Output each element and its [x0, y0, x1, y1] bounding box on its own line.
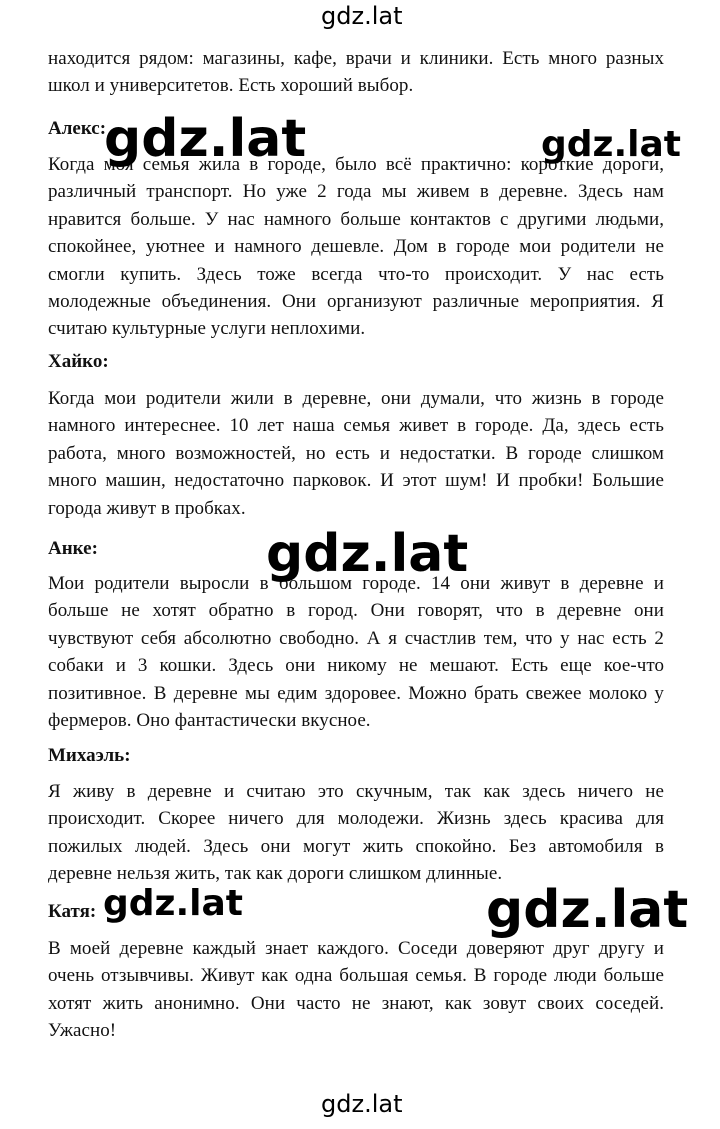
speaker-alex: Алекс: — [48, 118, 107, 139]
watermark-alex-left: gdz.lat — [104, 109, 307, 169]
watermark-top: gdz.lat — [321, 2, 403, 30]
watermark-katya-right: gdz.lat — [486, 880, 689, 940]
paragraph-michael: Я живу в деревне и считаю это скучным, так как здесь ничего не происходит. Скорее ничего для молодежи. Жизнь здесь красива для пожилых людей. Здесь они могут жить спокойно. Без автомобиля в деревне нельзя жить, так как дороги слишком длинные. — [48, 781, 664, 885]
section-katya — [48, 935, 664, 1045]
section-alex — [48, 151, 664, 343]
watermark-middle: gdz.lat — [266, 524, 469, 584]
paragraph-anke: Мои родители выросли в большом городе. 14 они живут в деревне и больше не хотят обратно в город. Они говорят, что в деревне они чувствуют себя абсолютно свободно. А я счастлив тем, что у нас есть 2 собаки и 3 кошки. Здесь они никому не мешают. Есть еще кое-что позитивное. В деревне мы едим здоровее. Можно брать свежее молоко у фермеров. Оно фантастически вкусное. — [48, 573, 664, 732]
watermark-alex-right: gdz.lat — [541, 124, 682, 165]
speaker-heiko: Хайко: — [48, 351, 109, 372]
speaker-michael: Михаэль: — [48, 745, 131, 766]
section-anke — [48, 570, 664, 734]
intro-block — [48, 45, 664, 100]
section-michael — [48, 778, 664, 888]
watermark-bottom: gdz.lat — [321, 1090, 403, 1118]
paragraph-alex: Когда моя семья жила в городе, было всё практично: короткие дороги, различный транспорт. Но уже 2 года мы живем в деревне. Здесь нам нравится больше. У нас намного больше контактов с другими людьми, спокойнее, уютнее и намного дешевле. Дом в городе мои родители не смогли купить. Здесь тоже всегда что-то происходит. У нас есть молодежные объединения. Они организуют различные мероприятия. Я считаю культурные услуги неплохими. — [48, 154, 664, 340]
paragraph-heiko: Когда мои родители жили в деревне, они думали, что жизнь в городе намного интереснее. 10 лет наша семья живет в городе. Да, здесь есть работа, много возможностей, но есть и недостатки. В городе слишком много машин, недостаточно парковок. И этот шум! И пробки! Большие города живут в пробках. — [48, 388, 664, 519]
paragraph-katya: В моей деревне каждый знает каждого. Соседи доверяют друг другу и очень отзывчивы. Живут как одна большая семья. В городе люди больше хотят жить анонимно. Они часто не знают, как зовут своих соседей. Ужасно! — [48, 938, 664, 1042]
speaker-katya: Катя: — [48, 901, 97, 922]
intro-paragraph: находится рядом: магазины, кафе, врачи и клиники. Есть много разных школ и университетов. Есть хороший выбор. — [48, 48, 664, 97]
section-heiko — [48, 385, 664, 522]
watermark-katya-left: gdz.lat — [103, 883, 244, 924]
speaker-anke: Анке: — [48, 538, 98, 559]
